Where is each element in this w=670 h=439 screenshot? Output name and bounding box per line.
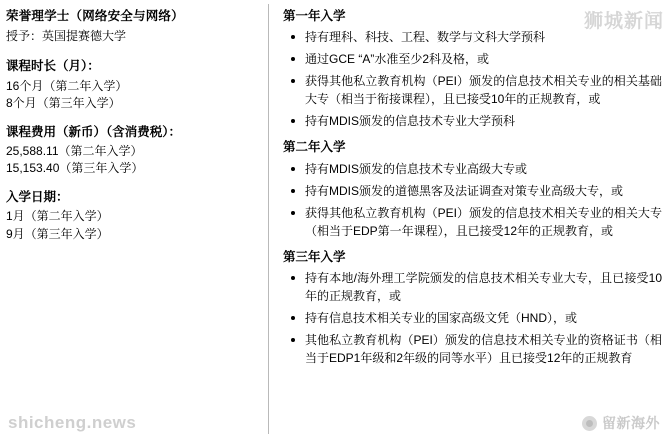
watermark-bottom-left: shicheng.news: [8, 413, 137, 432]
list-item: 持有信息技术相关专业的国家高级文凭（HND），或: [283, 309, 662, 327]
watermark-top-right: 狮城新闻: [583, 11, 664, 32]
list-item: 获得其他私立教育机构（PEI）颁发的信息技术相关专业的相关基础大专（相当于衔接课程），且已接受10年的正规教育，或: [283, 72, 662, 108]
fees-block: [6, 124, 258, 178]
watermark-bottom-right-label: 留新海外: [602, 415, 660, 431]
list-item: 其他私立教育机构（PEI）颁发的信息技术相关专业的资格证书（相当于EDP1年级和2年级的同等水平）且已接受12年的正规教育: [283, 331, 662, 367]
requirement-list: [283, 28, 662, 130]
intake-line: 9月（第三年入学）: [6, 226, 109, 241]
entry-section-year-3: [283, 249, 662, 367]
fees-line: 25,588.11（第二年入学）: [6, 144, 143, 159]
awarded-by-value: 英国提赛德大学: [42, 28, 127, 43]
entry-section-year-2: [283, 139, 662, 239]
entry-section-year-1: [283, 8, 662, 130]
intake-heading: 入学日期：: [6, 189, 69, 204]
intake-line: 1月（第二年入学）: [6, 209, 109, 224]
section-heading: 第三年入学: [283, 249, 346, 264]
list-item: 持有MDIS颁发的道德黑客及法证调查对策专业高级大专，或: [283, 182, 662, 200]
requirement-list: [283, 160, 662, 240]
requirement-list: [283, 269, 662, 367]
list-item: 持有理科、科技、工程、数学与文科大学预科: [283, 28, 662, 46]
intake-block: [6, 189, 258, 243]
program-summary-column: [0, 0, 268, 439]
fees-line: 15,153.40（第三年入学）: [6, 161, 144, 176]
duration-line: 16个月（第二年入学）: [6, 78, 128, 93]
awarded-by-label: 授予：: [6, 28, 43, 43]
duration-block: [6, 58, 258, 112]
awarded-by-line: [6, 28, 258, 45]
awarded-by-block: [6, 28, 258, 45]
list-item: 持有本地/海外理工学院颁发的信息技术相关专业大专，且已接受10年的正规教育，或: [283, 269, 662, 305]
section-heading: 第一年入学: [283, 9, 346, 23]
duration-heading: 课程时长（月）：: [6, 59, 100, 74]
section-heading: 第二年入学: [283, 140, 346, 155]
fees-heading: 课程费用（新币）（含消费税）：: [6, 124, 182, 139]
program-title: 荣誉理学士（网络安全与网络）: [6, 9, 184, 23]
list-item: 持有MDIS颁发的信息技术专业大学预科: [283, 112, 662, 130]
list-item: 持有MDIS颁发的信息技术专业高级大专或: [283, 160, 662, 178]
duration-line: 8个月（第三年入学）: [6, 96, 121, 111]
list-item: 通过GCE “A”水准至少2科及格，或: [283, 50, 662, 68]
list-item: 获得其他私立教育机构（PEI）颁发的信息技术相关专业的相关大专（相当于EDP第一年课程），且已接受12年的正规教育，或: [283, 204, 662, 240]
entry-requirements-column: [269, 0, 670, 439]
